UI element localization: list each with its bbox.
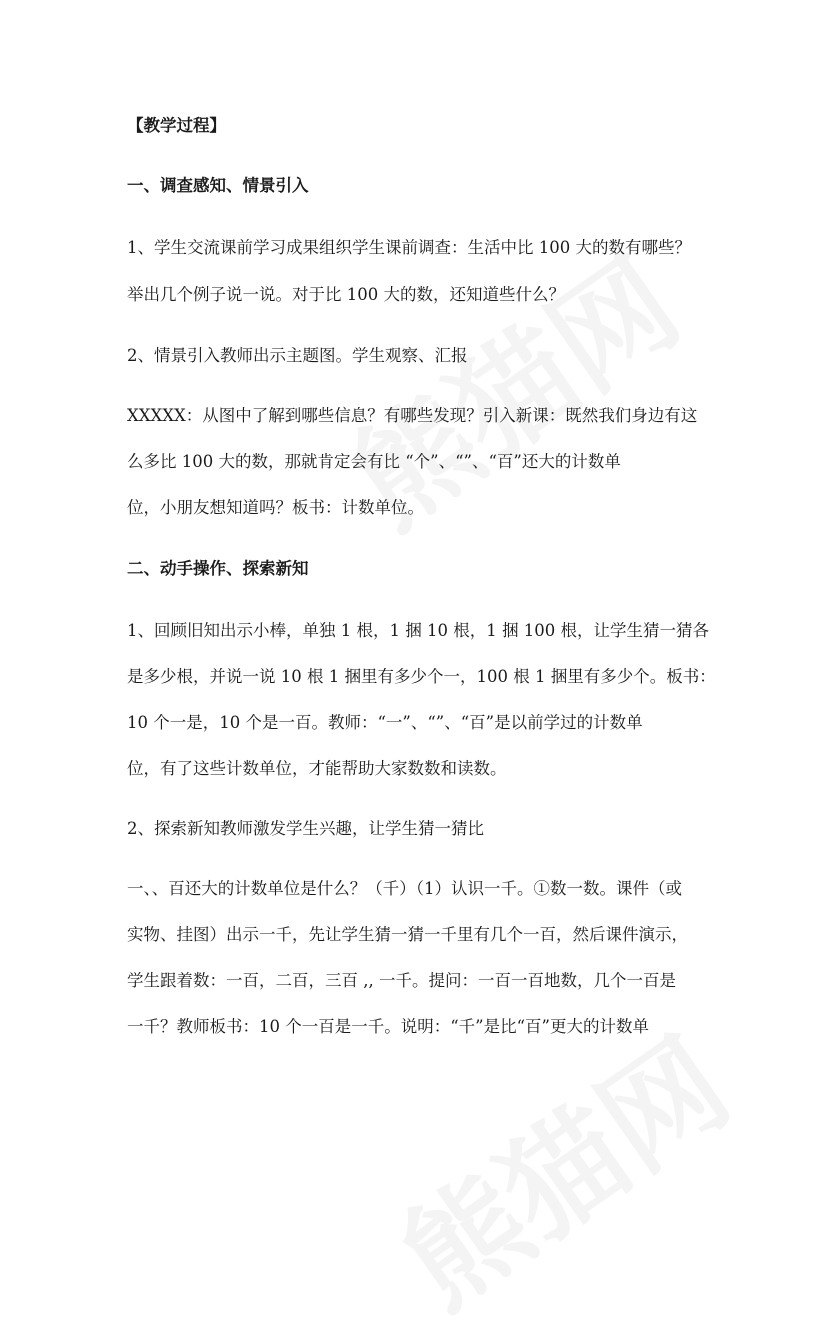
paragraph-6-line-2: 实物、挂图）出示一千，先让学生猜一猜一千里有几个一百，然后课件演示，	[127, 925, 688, 944]
paragraph-3-line-2: 么多比 100 大的数，那就肯定会有比 “个”、“”、“百”还大的计数单	[127, 452, 621, 471]
paragraph-4-line-2: 是多少根，并说一说 10 根 1 捆里有多少个一，100 根 1 捆里有多少个。板书：	[127, 667, 716, 686]
section-heading-1: 一、调查感知、情景引入	[127, 176, 309, 195]
paragraph-6-line-1: 一、、百还大的计数单位是什么？（千）（1）认识一千。①数一数。课件（或	[127, 879, 682, 898]
watermark-bottom	[363, 992, 757, 1339]
paragraph-1-line-2: 举出几个例子说一说。对于比 100 大的数，还知道些什么？	[127, 285, 565, 304]
paragraph-4-line-1: 1、回顾旧知出示小棒，单独 1 根，1 捆 10 根，1 捆 100 根，让学生猜一猜各	[127, 621, 709, 640]
doc-title: 【教学过程】	[127, 116, 226, 135]
paragraph-6-line-3: 学生跟着数：一百，二百，三百 ,, 一千。提问：一百一百地数，几个一百是	[127, 971, 676, 990]
paragraph-1-line-1: 1、学生交流课前学习成果组织学生课前调查：生活中比 100 大的数有哪些？	[127, 238, 691, 257]
paragraph-3-line-3: 位，小朋友想知道吗？板书：计数单位。	[127, 498, 424, 517]
paragraph-3-line-1: XXXXX：从图中了解到哪些信息？有哪些发现？引入新课：既然我们身边有这	[127, 406, 698, 425]
paragraph-4-line-3: 10 个一是，10 个是一百。教师：“一”、“”、“百”是以前学过的计数单	[127, 713, 643, 732]
paragraph-5: 2、探索新知教师激发学生兴趣，让学生猜一猜比	[127, 819, 484, 838]
paragraph-2: 2、情景引入教师出示主题图。学生观察、汇报	[127, 346, 468, 365]
section-heading-2: 二、动手操作、探索新知	[127, 559, 309, 578]
paragraph-4-line-4: 位，有了这些计数单位，才能帮助大家数数和读数。	[127, 759, 507, 778]
paragraph-6-line-4: 一千？教师板书：10 个一百是一千。说明：“千”是比“百”更大的计数单	[127, 1017, 649, 1036]
